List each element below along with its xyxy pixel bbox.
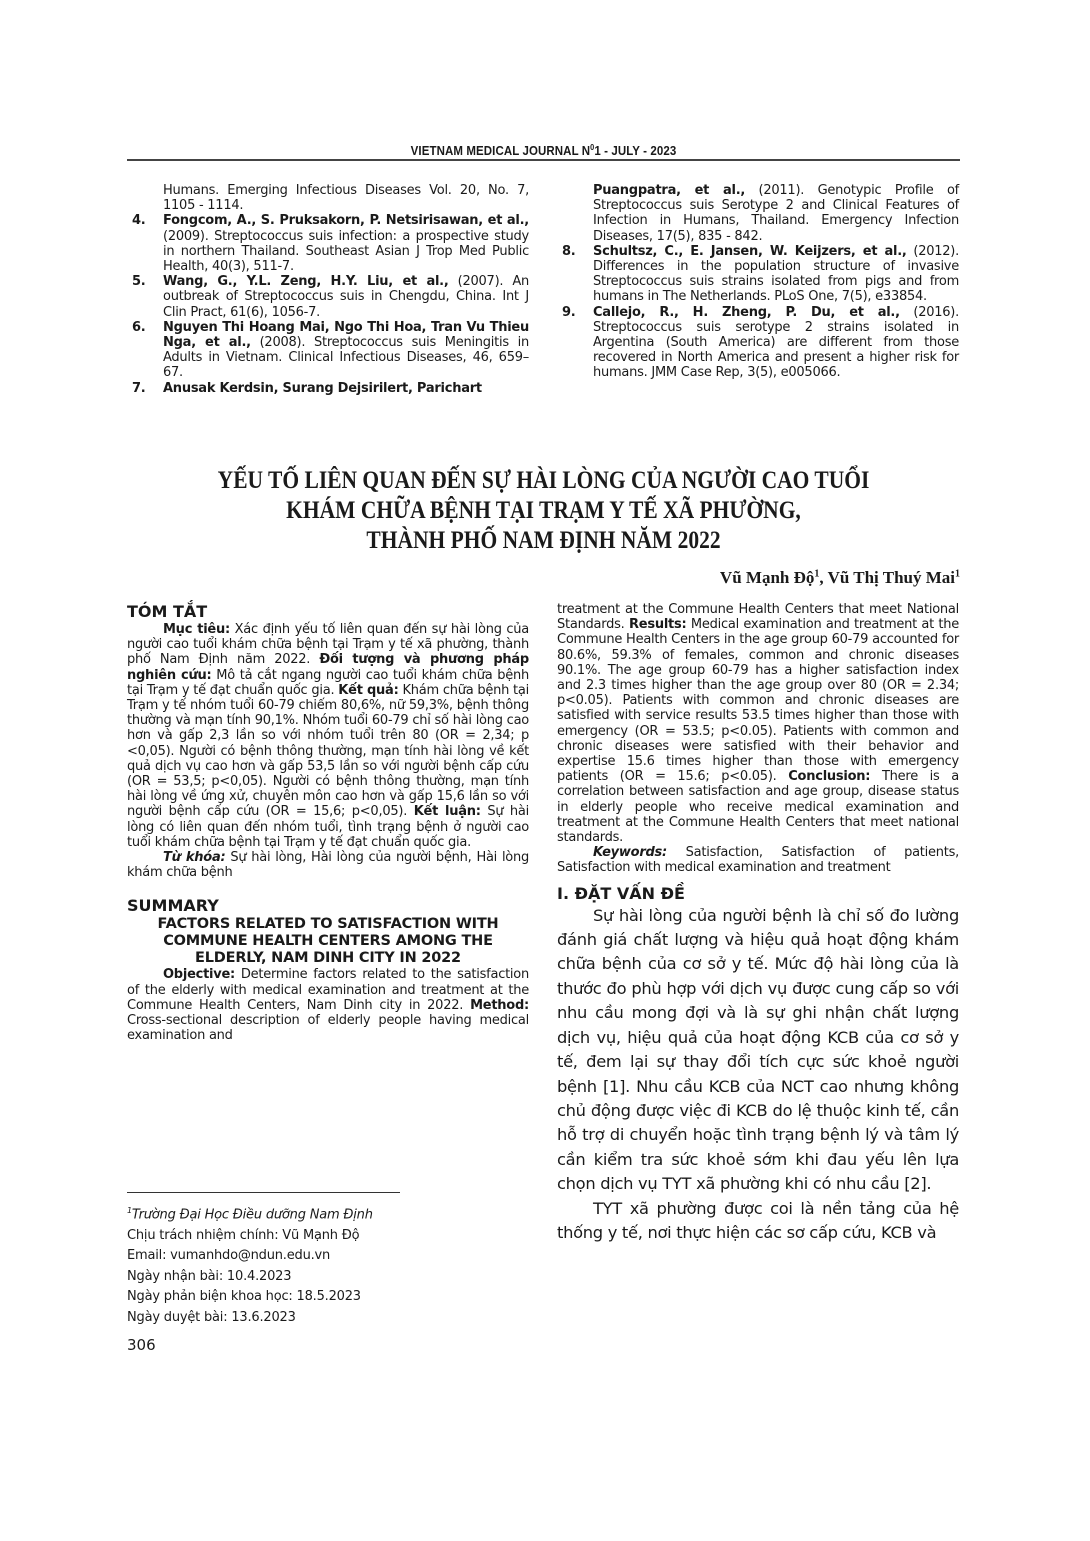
results-label-en: Results: — [629, 617, 687, 633]
reference-item — [557, 305, 959, 381]
reference-text: (2016). Streptococcus suis serotype 2 strains isolated in Argentina (South America) are different from those recovered in North America and present a higher risk for humans. JMM Case Rep, 3(5), e005066. — [593, 304, 959, 381]
review-date: Ngày phản biện khoa học: 18.5.2023 — [127, 1289, 361, 1305]
author-affiliation-mark: 1 — [955, 568, 960, 580]
reference-item — [557, 244, 959, 305]
keywords-vn — [127, 850, 529, 880]
reference-number: 9. — [562, 304, 576, 320]
reference-text: Humans. Emerging Infectious Diseases Vol. 20, No. 7, 1105 - 1114. — [163, 183, 529, 214]
reference-authors: Nguyen Thi Hoang Mai, Ngo Thi Hoa, Tran Vu Thieu Nga, et al., — [163, 319, 529, 351]
accepted-date: Ngày duyệt bài: 13.6.2023 — [127, 1309, 296, 1325]
conclusion-label-en: Conclusion: — [788, 769, 871, 785]
footnotes — [127, 1201, 373, 1328]
author-list — [720, 568, 960, 588]
title-line: KHÁM CHỮA BỆNH TẠI TRẠM Y TẾ XÃ PHƯỜNG, — [286, 497, 801, 524]
reference-text: (2009). Streptococcus suis infection: a prospective study in northern Thailand. Southeast Asian J Trop Med Public Health, 40(3), 511-7. — [163, 228, 529, 275]
abstract-vietnamese — [127, 602, 529, 1043]
affiliation-mark: 1 — [127, 1206, 132, 1215]
reference-authors: Puangpatra, et al., — [593, 183, 746, 198]
reference-authors: Fongcom, A., S. Pruksakorn, P. Netsirisawan, et al., — [163, 213, 529, 229]
method-text: Mô tả cắt ngang người cao tuổi khám chữa bệnh tại Trạm y tế đạt chuẩn quốc gia. — [127, 667, 529, 698]
article-title — [185, 466, 901, 556]
reference-number: 7. — [132, 380, 146, 396]
title-line: THÀNH PHỐ NAM ĐỊNH NĂM 2022 — [366, 527, 721, 554]
author-separator: , — [819, 568, 828, 587]
summary-continued — [557, 602, 959, 1245]
references-right — [557, 183, 959, 381]
reference-authors: Callejo, R., H. Zheng, P. Du, et al., — [593, 304, 900, 320]
reference-number: 5. — [132, 274, 146, 290]
affiliation — [127, 1201, 373, 1226]
introduction-paragraph: TYT xã phường được coi là nền tảng của hệ thống y tế, nơi thực hiện các sơ cấp cứu, KCB và — [557, 1198, 959, 1242]
objective-label: Mục tiêu: — [163, 622, 230, 637]
keywords-label: Từ khóa: — [163, 850, 226, 866]
reference-text: (2007). An outbreak of Streptococcus suis in Chengdu, China. Int J Clin Pract, 61(6), 1056-7. — [163, 274, 529, 320]
abstract-heading: TÓM TẮT — [127, 602, 208, 621]
author-name: Vũ Mạnh Độ — [719, 568, 815, 587]
reference-text: (2012). Differences in the population structure of invasive Streptococcus suis strains isolated from pigs and from humans in The Netherlands. PLoS One, 7(5), e33854. — [593, 243, 960, 305]
objective-text: Xác định yếu tố liên quan đến sự hài lòng của người cao tuổi khám chữa bệnh tại Trạm y tế xã phường, thành phố Nam Định năm 2022. — [127, 622, 529, 668]
keywords-text: Sự hài lòng, Hài lòng của người bệnh, Hài lòng khám chữa bệnh — [127, 850, 529, 881]
reference-item — [127, 213, 529, 274]
reference-authors: Anusak Kerdsin, Surang Dejsirilert, Parichart — [163, 380, 482, 396]
references-left — [127, 183, 529, 396]
keywords-en — [557, 845, 959, 875]
introduction-paragraph: Sự hài lòng của người bệnh là chỉ số đo lường đánh giá chất lượng và hiệu quả hoạt động khám chữa bệnh của cơ sở y tế. Mức độ hài lòng của là thước đo phù hợp với dịch vụ được cung cấp so với nhu cầu mong đợi và là sự ghi nhận chất lượng dịch vụ, hiệu quả của hoạt động KCB của cơ sở y tế, đem lại sự thay đổi tích cực sức khoẻ người bệnh [1]. Nhu cầu KCB của NCT cao nhưng không chủ động được việc đi KCB do lệ thuộc kinh tế, cần hỗ trợ di chuyển hoặc tình trạng bệnh lý và tâm lý cần kiểm tra sức khoẻ sớm khi đau yếu lên lựa chọn dịch vụ TYT xã phường khi có nhu cầu [2]. — [557, 905, 959, 1194]
running-head — [160, 143, 926, 158]
author-name: Vũ Thị Thuý Mai — [827, 568, 955, 587]
received-date: Ngày nhận bài: 10.4.2023 — [127, 1268, 292, 1284]
reference-text: (2011). Genotypic Profile of Streptococcus suis Serotype 2 and Clinical Features of Infection in Humans, Thailand. Emergency Infection Diseases, 17(5), 835 - 842. — [593, 183, 959, 244]
keywords-label-en: Keywords: — [593, 845, 667, 861]
email: Email: vumanhdo@ndun.edu.vn — [127, 1248, 331, 1264]
results-text-en: Medical examination and treatment at the Commune Health Centers in the age group 60-79 accounted for 80.6%, 59.3% of females, common and chronic diseases 90.1%. The age group 60-79 has a higher satisfaction index and 2.3 times higher than the age group over 80 (OR = 2.34; p<0.05). Patients with common and chronic diseases are satisfied with service results 53.5 times higher than those with emergency (OR = 53.5; p<0.05). Patients with common and chronic diseases were satisfied with their behavior and expertise 15.6 times higher than those with emergency patients (OR = 15.6; p<0.05). — [557, 617, 960, 785]
introduction-heading: I. ĐẶT VẤN ĐỀ — [557, 883, 685, 903]
reference-text: (2008). Streptococcus suis Meningitis in Adults in Vietnam. Clinical Infectious Diseases, 46, 659–67. — [163, 335, 529, 381]
page-number: 306 — [127, 1336, 156, 1354]
reference-item — [127, 274, 529, 320]
keywords-text-en: Satisfaction, Satisfaction of patients, Satisfaction with medical examination and treatment — [557, 845, 959, 876]
running-head-prefix: VIETNAM MEDICAL JOURNAL N — [410, 144, 591, 159]
running-head-suffix: 1 - JULY - 2023 — [594, 144, 677, 159]
reference-authors: Wang, G., Y.L. Zeng, H.Y. Liu, et al., — [163, 274, 449, 290]
reference-item — [127, 381, 529, 396]
affiliation-text: Trường Đại Học Điều dưỡng Nam Định — [131, 1207, 373, 1223]
results-label: Kết quả: — [338, 682, 399, 698]
title-line: YẾU TỐ LIÊN QUAN ĐẾN SỰ HÀI LÒNG CỦA NGƯỜI CAO TUỔI — [217, 467, 870, 494]
method-text-en-start: Cross-sectional description of elderly people having medical examination and — [127, 1013, 529, 1044]
reference-number: 8. — [562, 243, 576, 259]
abstract-body — [127, 622, 529, 850]
method-label-en: Method: — [470, 997, 529, 1013]
running-head-sup: 0 — [590, 143, 595, 152]
summary-heading: SUMMARY — [127, 896, 219, 916]
summary-body-cont — [557, 602, 959, 845]
reference-item — [127, 183, 529, 213]
method-label: Đối tượng và phương pháp nghiên cứu: — [127, 652, 529, 683]
results-text: Khám chữa bệnh tại Trạm y tế nhóm tuổi 60-79 chiếm 80,6%, nữ 59,3%, bệnh thông thường và mạn tính 90,1%. Nhóm tuổi 60-79 chỉ số hài lòng cao hơn và gấp 2,3 lần so với nhóm tuổi trên 80 (OR = 2,34; p <0,05). Người có bệnh thông thường, mạn tính hài lòng về kết quả dịch vụ cao hơn và gấp 53,5 lần so với người bệnh cấp cứu (OR = 53,5; p<0,05). Người có bệnh thông thường, mạn tính hài lòng về ứng xử, chuyên môn cao hơn và gấp 15,6 lần so với người bệnh cấp cứu (OR = 15,6; p<0,05). — [127, 682, 529, 820]
reference-item — [557, 183, 959, 244]
reference-item — [127, 320, 529, 381]
reference-number: 4. — [132, 213, 146, 229]
conclusion-label: Kết luận: — [413, 804, 481, 820]
summary-body-start — [127, 967, 529, 1043]
header-rule — [127, 159, 960, 161]
objective-label-en: Objective: — [163, 967, 235, 983]
conclusion-text: Sự hài lòng có liên quan đến nhóm tuổi, tình trạng bệnh ở người cao tuổi khám chữa bệnh tại Trạm y tế đạt chuẩn quốc gia. — [127, 804, 529, 850]
method-text-en-cont: treatment at the Commune Health Centers that meet National Standards. — [557, 602, 959, 633]
author-affiliation-mark: 1 — [814, 568, 820, 580]
corresponding-author: Chịu trách nhiệm chính: Vũ Mạnh Độ — [127, 1227, 360, 1243]
objective-text-en: Determine factors related to the satisfaction of the elderly with medical examination and treatment at the Commune Health Centers, Nam Dinh city in 2022. — [127, 967, 529, 1013]
summary-title: FACTORS RELATED TO SATISFACTION WITH COMMUNE HEALTH CENTERS AMONG THE ELDERLY, NAM DINH CITY IN 2022 — [157, 916, 499, 967]
conclusion-text-en: There is a correlation between satisfaction and age group, disease status in elderly people who receive medical examination and treatment at the Commune Health Centers that meet national standards. — [557, 769, 960, 846]
reference-number: 6. — [132, 319, 146, 335]
footnote-rule — [127, 1192, 400, 1193]
reference-authors: Schultsz, C., E. Jansen, W. Keijzers, et al., — [593, 243, 907, 259]
